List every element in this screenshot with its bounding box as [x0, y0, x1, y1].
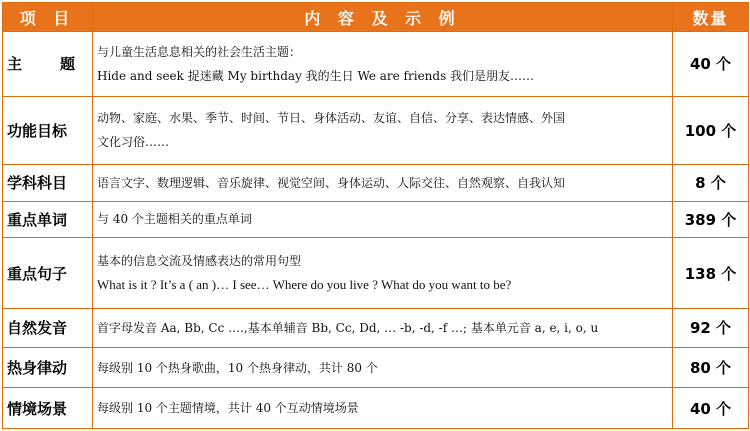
- row-item: 情境场景: [3, 388, 93, 429]
- table-row: [3, 201, 749, 238]
- content-line: Hide and seek 捉迷藏 My birthday 我的生日 We are friends 我们是朋友……: [97, 68, 535, 83]
- curriculum-table: [2, 2, 749, 429]
- row-content: [93, 238, 673, 309]
- content-line: 每级别 10 个主题情境，共计 40 个互动情境场景: [97, 401, 359, 416]
- row-item: 热身律动: [3, 347, 93, 388]
- table-row: [3, 164, 749, 201]
- row-content: [93, 388, 673, 429]
- table-row: [3, 309, 749, 348]
- content-line: 文化习俗……: [97, 135, 170, 150]
- row-content: [93, 347, 673, 388]
- row-count: 92 个: [673, 309, 749, 348]
- content-line: 与儿童生活息息相关的社会生活主题：: [97, 44, 302, 59]
- content-line: 基本的信息交流及情感表达的常用句型: [97, 254, 302, 269]
- row-item: 重点单词: [3, 201, 93, 238]
- table-header-row: [3, 3, 749, 32]
- content-line: 每级别 10 个热身歌曲，10 个热身律动，共计 80 个: [97, 360, 378, 375]
- table-row: [3, 96, 749, 164]
- content-line: 与 40 个主题相关的重点单词: [97, 212, 252, 227]
- row-item: [3, 32, 93, 97]
- content-line: 动物、家庭、水果、季节、时间、节日、身体活动、友谊、自信、分享、表达情感、外国: [97, 111, 566, 126]
- row-content: [93, 96, 673, 164]
- table-row: [3, 238, 749, 309]
- row-count: 100 个: [673, 96, 749, 164]
- row-count: 8 个: [673, 164, 749, 201]
- header-content: 内 容 及 示 例: [93, 3, 673, 32]
- row-count: 138 个: [673, 238, 749, 309]
- header-count: 数量: [673, 3, 749, 32]
- row-item: 自然发音: [3, 309, 93, 348]
- header-item: 项 目: [3, 3, 93, 32]
- table-row: [3, 347, 749, 388]
- row-count: 40 个: [673, 32, 749, 97]
- row-item-part: 主: [7, 55, 23, 74]
- table-row: [3, 388, 749, 429]
- content-line: What is it ? It’s a ( an )… I see… Where do you live ? What do you want to be?: [97, 277, 512, 293]
- row-item: 学科科目: [3, 164, 93, 201]
- row-item: 重点句子: [3, 238, 93, 309]
- row-count: 80 个: [673, 347, 749, 388]
- row-content: [93, 32, 673, 97]
- row-item: 功能目标: [3, 96, 93, 164]
- table-row: [3, 32, 749, 97]
- row-content: [93, 309, 673, 348]
- row-count: 40 个: [673, 388, 749, 429]
- row-content: [93, 201, 673, 238]
- content-line: 首字母发音 Aa, Bb, Cc ….,基本单辅音 Bb, Cc, Dd, … -b, -d, -f …; 基本单元音 a, e, i, o, u: [97, 320, 599, 335]
- row-content: [93, 164, 673, 201]
- row-count: 389 个: [673, 201, 749, 238]
- row-item-part: 题: [59, 55, 75, 74]
- content-line: 语言文字、数理逻辑、音乐旋律、视觉空间、身体运动、人际交往、自然观察、自我认知: [97, 175, 566, 190]
